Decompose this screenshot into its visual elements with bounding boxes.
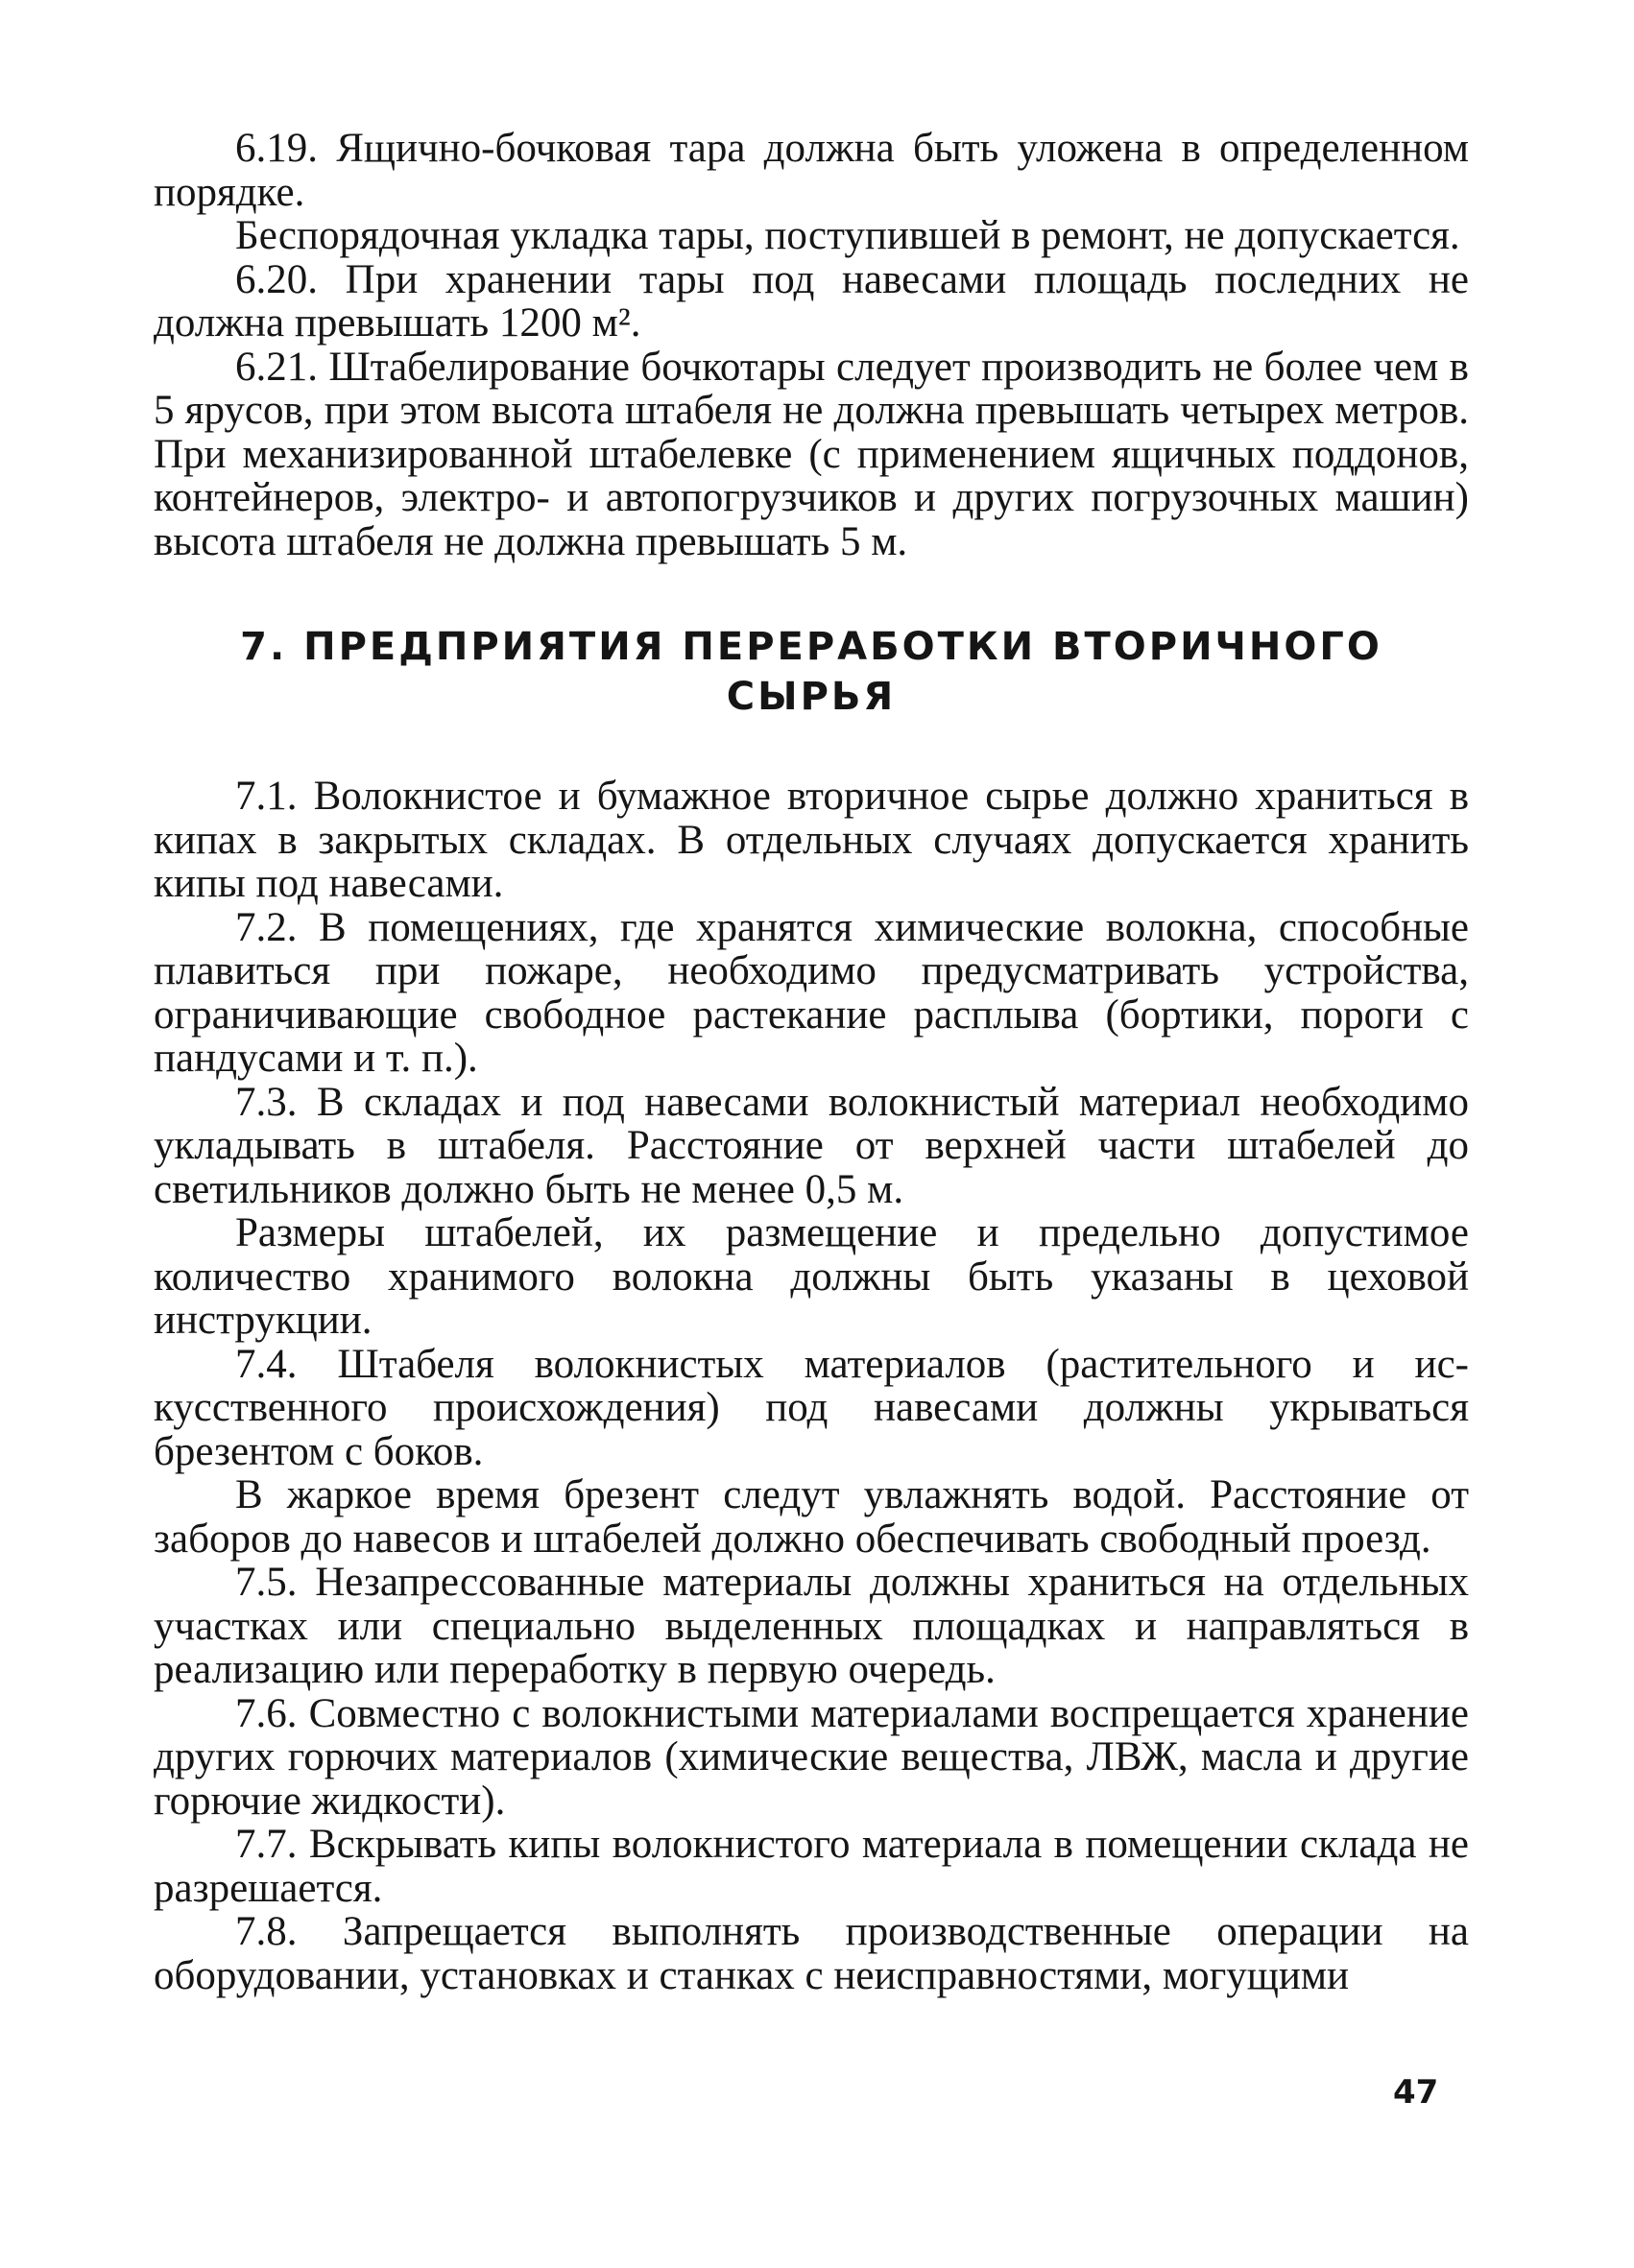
document-page [154,127,1469,1997]
paragraph-7-3: 7.3. В складах и под навесами волокнистый материал необходимо укладывать в штабеля. Расстояние от верхней части штабелей до светильников должно быть не менее 0,5 м. [154,1079,1469,1212]
paragraph-7-7: 7.7. Вскрывать кипы волокнистого материала в помещении склада не разрешается. [154,1822,1469,1911]
paragraph-6-19: 6.19. Ящично-бочковая тара должна быть уложена в определенном порядке. [154,126,1469,215]
paragraph-7-5: 7.5. Незапрессованные материалы должны храниться на отдельных участках или специально выделенных площадках и направляться в реализацию или переработку в первую очередь. [154,1560,1469,1692]
paragraph-7-2: 7.2. В помещениях, где хранятся химические волокна, способные плавиться при пожаре, необходимо предусматривать устройства, ограничивающие свободное растекание расплыва (бортики, пороги с пандусами и т. п.). [154,904,1469,1081]
paragraph-7-4: 7.4. Штабеля волокнистых материалов (растительного и искусственного происхождения) под навесами должны укрываться брезентом с боков. [154,1341,1469,1474]
paragraph-7-8: 7.8. Запрещается выполнять производственные операции на оборудовании, установках и станках с неисправностями, могущими [154,1909,1469,1998]
section-heading: 7. ПРЕДПРИЯТИЯ ПЕРЕРАБОТКИ ВТОРИЧНОГО СЫРЬЯ [240,625,1382,719]
paragraph-7-4-continued: В жаркое время брезент следут увлажнять водой. Расстояние от заборов до навесов и штабелей должно обеспечивать свободный проезд. [154,1472,1469,1562]
paragraph-6-21: 6.21. Штабелирование бочкотары следует производить не более чем в 5 ярусов, при этом высота штабеля не должна превышать четырех метров. При механизированной штабелевке (с применением ящичных поддонов, контейнеров, электро- и автопогрузчиков и других погрузочных машин) высота штабеля не должна превышать 5 м. [154,344,1469,564]
paragraph-6-19-continued: Беспорядочная укладка тары, поступившей в ремонт, не допускается. [235,213,1460,258]
page-number: 47 [1393,2073,1439,2112]
paragraph-7-1: 7.1. Волокнистое и бумажное вторичное сырье должно храниться в кипах в закрытых складах. В отдельных случаях допускается хранить кипы под навесами. [154,774,1469,906]
paragraph-7-6: 7.6. Совместно с волокнистыми материалами воспрещается хранение других горючих материалов (химические вещества, ЛВЖ, масла и другие горючие жидкости). [154,1690,1469,1824]
paragraph-7-3-continued: Размеры штабелей, их размещение и предельно допустимое количество хранимого волокна должны быть указаны в цеховой инструкции. [154,1210,1469,1343]
paragraph-6-20: 6.20. При хранении тары под навесами площадь последних не должна превышать 1200 м². [154,256,1469,346]
